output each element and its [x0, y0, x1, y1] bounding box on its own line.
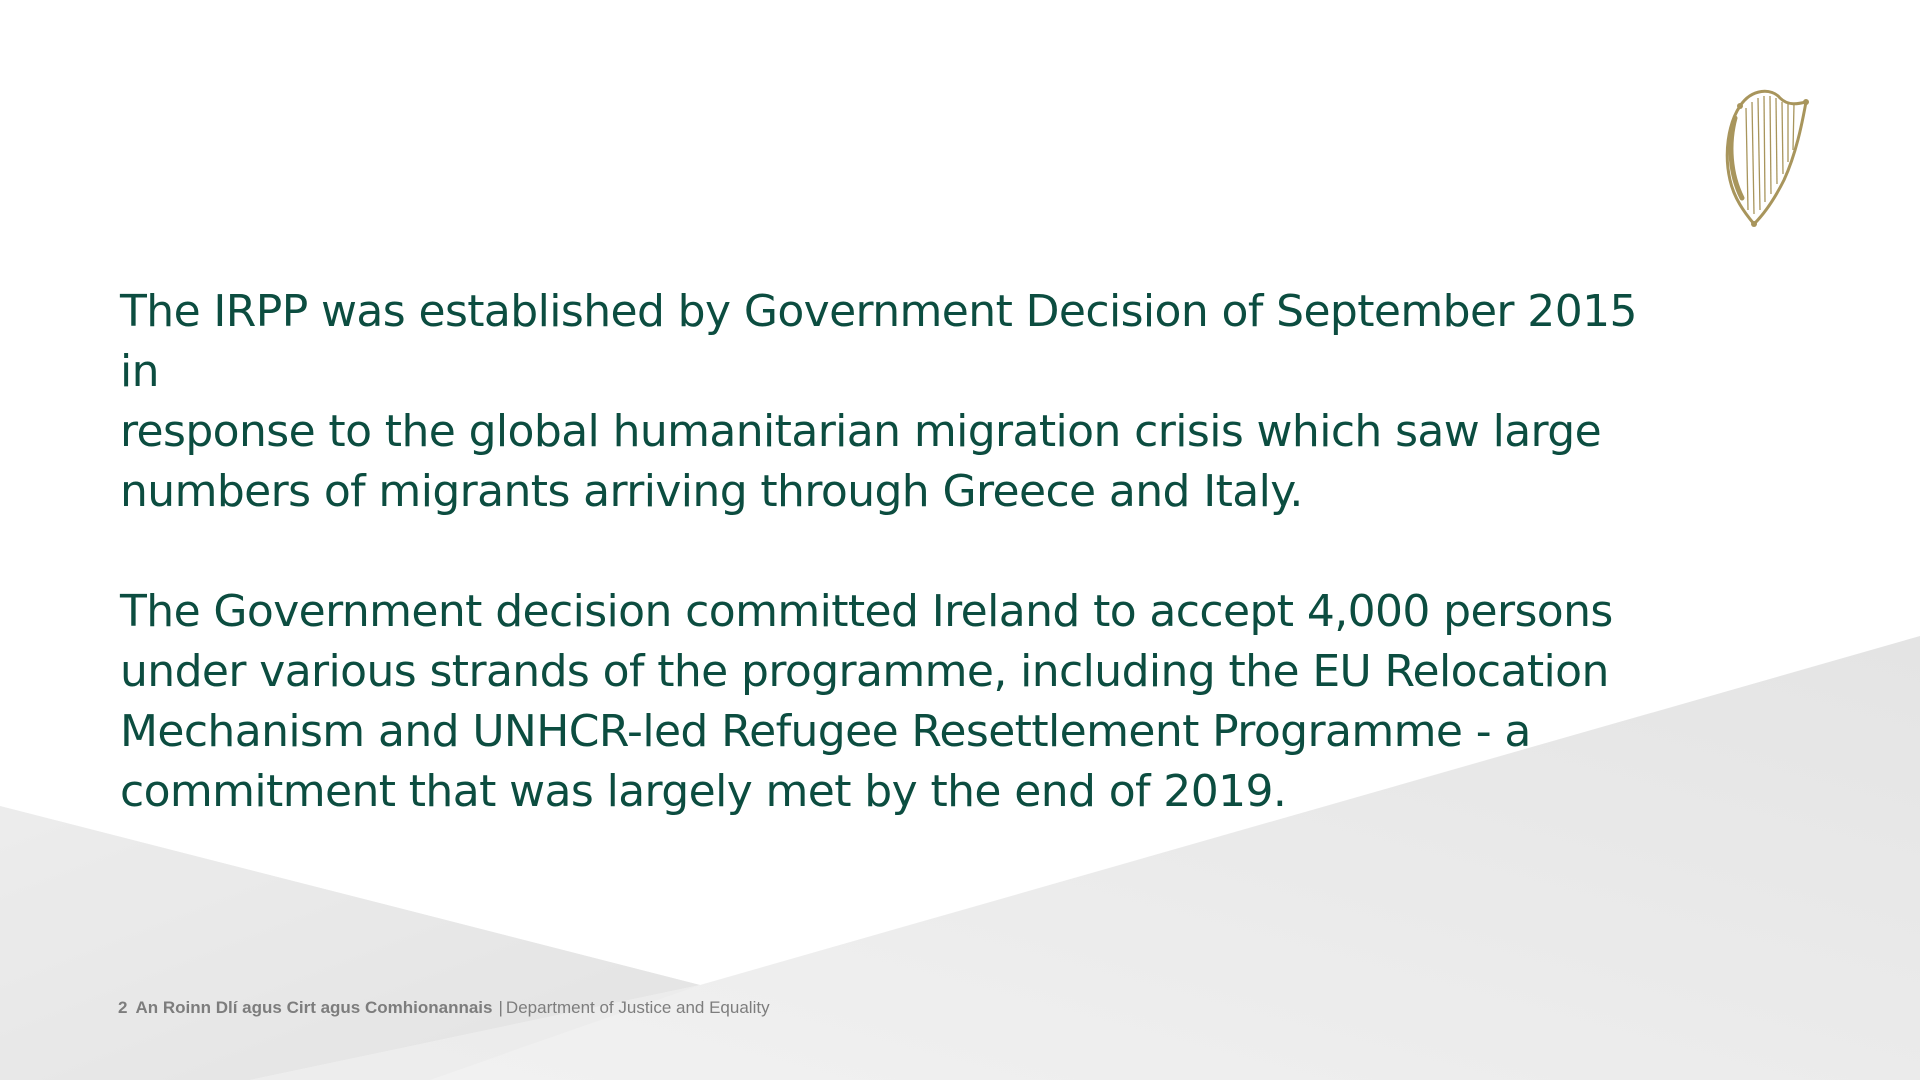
paragraph-government-commitment: The Government decision committed Ireland to accept 4,000 persons under various strands of the programme, including the EU Relocation Mechanism and UNHCR-led Refugee Resettlement Programme - a commitment that was largely met by the end of 2019. [120, 586, 1613, 817]
body-text [120, 282, 1680, 882]
department-name-irish: An Roinn Dlí agus Cirt agus Comhionannais [135, 998, 493, 1017]
page-number: 2 [118, 998, 128, 1017]
department-name-english: Department of Justice and Equality [505, 998, 770, 1017]
paragraph-irpp-established: The IRPP was established by Government Decision of September 2015 in response to the global humanitarian migration crisis which saw large numbers of migrants arriving through Greece and Italy. [120, 286, 1637, 517]
footer-separator: | [498, 998, 503, 1017]
harp-icon [1718, 84, 1810, 230]
footer [118, 998, 770, 1018]
